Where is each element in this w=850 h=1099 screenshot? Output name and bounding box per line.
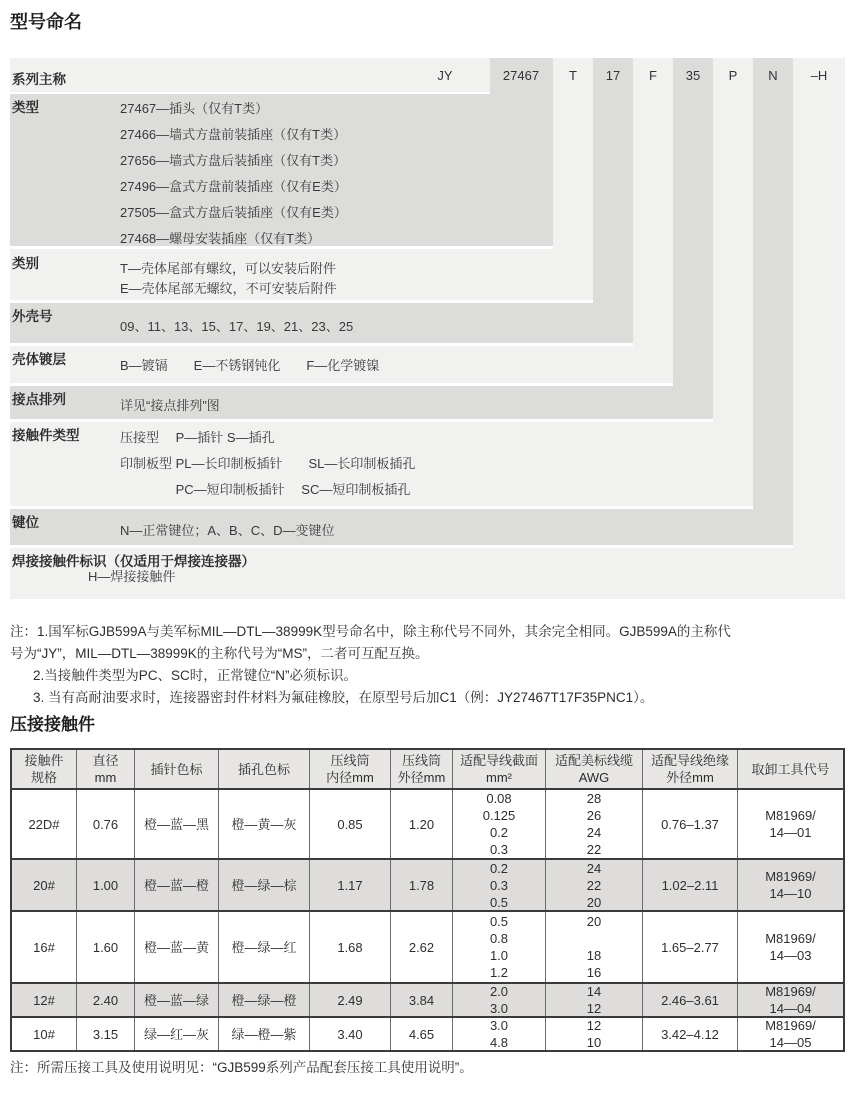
cell-line: 0.2 (489, 825, 509, 840)
cell-line: 3.84 (408, 992, 435, 1008)
cell-line: 1.00 (92, 877, 119, 893)
table-cell (135, 790, 219, 858)
cell-line: 0.125 (482, 808, 516, 823)
section-line: N—正常键位；A、B、C、D—变键位 (120, 523, 335, 538)
section-line: PC—短印制板插针 SC—短印制板插孔 (120, 482, 411, 497)
cell-line: 橙—蓝—绿 (143, 992, 209, 1008)
cell-line: M81969/ (765, 984, 816, 999)
cell-line: 14—01 (769, 825, 812, 840)
table-cell (391, 912, 453, 982)
cell-line: 3.42–4.12 (661, 1026, 719, 1042)
cell-line: 24 (586, 825, 602, 840)
table-cell (546, 860, 643, 910)
table-header-row (12, 750, 843, 788)
model-code-segment: JY (437, 68, 453, 83)
cell-line: 橙—绿—橙 (231, 992, 297, 1008)
section-label: 壳体镀层 (12, 352, 66, 367)
table-cell (453, 790, 546, 858)
table-cell (738, 984, 843, 1016)
cell-line: 3.0 (489, 1018, 509, 1033)
table-header-cell (219, 750, 310, 788)
table-cell (453, 912, 546, 982)
table-footnote: 注：所需压接工具及使用说明见：“GJB599系列产品配套压接工具使用说明”。 (10, 1060, 473, 1075)
crimp-contacts-title: 压接接触件 (10, 715, 95, 734)
crimp-contacts-table (10, 748, 845, 1052)
section-block (10, 386, 713, 419)
cell-line: 3.15 (92, 1026, 119, 1042)
cell-line: 10 (586, 1035, 602, 1050)
note-line: 3. 当有高耐油要求时，连接器密封件材料为氟硅橡胶，在原型号后加C1（例：JY27467T17F35PNC1）。 (33, 690, 654, 705)
cell-line: 橙—绿—红 (231, 939, 297, 955)
cell-line: 外径mm (666, 770, 714, 785)
cell-line: 橙—蓝—黄 (143, 939, 209, 955)
section-line: H—焊接接触件 (88, 569, 176, 584)
cell-line: 0.76 (92, 816, 119, 832)
table-cell (12, 790, 77, 858)
cell-line: 12 (586, 1018, 602, 1033)
cell-line: 3.40 (337, 1026, 363, 1042)
cell-line: 适配美标线缆 (554, 753, 633, 768)
cell-line: 4.8 (489, 1035, 509, 1050)
cell-line: 压线筒 (401, 753, 441, 768)
cell-line: M81969/ (765, 808, 816, 823)
section-label: 外壳号 (12, 309, 53, 324)
note-line: 注：1.国军标GJB599A与美军标MIL—DTL—38999K型号命名中，除主称代号不同外，其余完全相同。GJB599A的主称代 (10, 624, 731, 639)
cell-line: 26 (586, 808, 602, 823)
cell-line: 0.85 (337, 816, 363, 832)
table-cell (219, 912, 310, 982)
table-cell (77, 790, 135, 858)
section-label: 焊接接触件标识（仅适用于焊接连接器） (12, 554, 255, 569)
table-cell (310, 912, 391, 982)
cell-line: 0.3 (489, 842, 509, 857)
cell-line: 3.0 (489, 1001, 509, 1016)
cell-line: 绿—橙—紫 (231, 1026, 297, 1042)
table-cell (643, 790, 738, 858)
note-line: 2.当接触件类型为PC、SC时，正常键位“N”必须标识。 (33, 668, 358, 683)
cell-line: 2.46–3.61 (661, 992, 719, 1008)
table-cell (453, 984, 546, 1016)
cell-line: 适配导线绝缘 (650, 753, 729, 768)
table-cell (219, 984, 310, 1016)
table-cell (391, 790, 453, 858)
section-label: 接触件类型 (12, 428, 80, 443)
code-strip (753, 58, 793, 545)
table-cell (643, 860, 738, 910)
table-cell (546, 912, 643, 982)
table-cell (77, 912, 135, 982)
cell-line: 12# (33, 992, 55, 1008)
cell-line: M81969/ (765, 931, 816, 946)
cell-line: 14—04 (769, 1001, 812, 1016)
table-row (12, 910, 843, 982)
cell-line: AWG (578, 770, 610, 785)
cell-line: mm² (486, 770, 512, 785)
cell-line: 橙—蓝—橙 (143, 877, 209, 893)
cell-line: 16 (586, 965, 602, 980)
cell-line: 0.76–1.37 (661, 816, 719, 832)
table-header-cell (391, 750, 453, 788)
section-line: 27505—盒式方盘后装插座（仅有E类） (120, 205, 347, 220)
model-code-segment: –H (810, 68, 828, 83)
code-strip (633, 58, 673, 383)
cell-line: 接触件 (24, 753, 64, 768)
cell-line: 20# (33, 877, 55, 893)
cell-line: 14 (586, 984, 602, 999)
code-strip (593, 58, 633, 343)
section-line: 印制板型 PL—长印制板插针 SL—长印制板插孔 (120, 456, 416, 471)
cell-line: 1.65–2.77 (661, 939, 719, 955)
table-cell (546, 984, 643, 1016)
cell-line: 绿—红—灰 (143, 1026, 209, 1042)
cell-line: 22 (586, 842, 602, 857)
cell-line: 1.02–2.11 (661, 877, 719, 893)
table-cell (310, 984, 391, 1016)
table-cell (738, 1018, 843, 1050)
cell-line: 10# (33, 1026, 55, 1042)
table-cell (135, 912, 219, 982)
table-row (12, 858, 843, 910)
section-label: 键位 (12, 515, 39, 530)
table-cell (643, 912, 738, 982)
cell-line: 规格 (30, 770, 57, 785)
table-row (12, 788, 843, 858)
model-code-segment: 35 (685, 68, 701, 83)
section-block (10, 94, 553, 246)
cell-line: 20 (586, 894, 602, 910)
section-line: T—壳体尾部有螺纹，可以安装后附件 (120, 261, 336, 276)
table-row (12, 982, 843, 1016)
table-header-cell (135, 750, 219, 788)
model-code-segment: P (728, 68, 738, 83)
section-label: 类型 (12, 100, 39, 115)
section-line: B—镀镉 E—不锈钢钝化 F—化学镀镍 (120, 358, 380, 373)
table-cell (453, 860, 546, 910)
cell-line: 橙—蓝—黑 (143, 816, 209, 832)
cell-line: M81969/ (765, 869, 816, 884)
section-label: 接点排列 (12, 392, 66, 407)
cell-line: 1.0 (489, 948, 509, 963)
table-cell (12, 984, 77, 1016)
cell-line: 14—05 (769, 1035, 812, 1050)
cell-line: 1.20 (408, 816, 435, 832)
cell-line: 28 (586, 791, 602, 806)
cell-line: 12 (586, 1001, 602, 1016)
table-cell (135, 860, 219, 910)
cell-line: 24 (586, 860, 602, 876)
table-cell (135, 1018, 219, 1050)
section-label: 类别 (12, 256, 39, 271)
series-name-label: 系列主称 (12, 72, 66, 87)
cell-line: 取卸工具代号 (751, 761, 830, 777)
table-cell (310, 790, 391, 858)
cell-line: 1.2 (489, 965, 509, 980)
table-cell (77, 1018, 135, 1050)
section-line: 27466—墙式方盘前装插座（仅有T类） (120, 127, 347, 142)
table-cell (12, 912, 77, 982)
cell-line: 0.2 (489, 860, 509, 876)
cell-line: M81969/ (765, 1018, 816, 1033)
cell-line: 2.40 (92, 992, 119, 1008)
cell-line: 0.5 (489, 894, 509, 910)
cell-line: mm (94, 770, 117, 785)
note-line: 号为“JY”，MIL—DTL—38999K的主称代号为“MS”，二者可互配互换。 (10, 646, 429, 661)
table-cell (546, 790, 643, 858)
cell-line: 1.60 (92, 939, 119, 955)
section-line: 详见“接点排列”图 (120, 398, 220, 413)
table-cell (77, 984, 135, 1016)
table-header-cell (310, 750, 391, 788)
section-line: 压接型 P—插针 S—插孔 (120, 430, 275, 445)
table-cell (219, 860, 310, 910)
model-code-segment: F (649, 68, 657, 83)
cell-line: 外径mm (397, 770, 446, 785)
table-header-cell (12, 750, 77, 788)
cell-line: 18 (586, 948, 602, 963)
cell-line: 橙—黄—灰 (231, 816, 297, 832)
cell-line: 22D# (28, 816, 60, 832)
table-header-cell (77, 750, 135, 788)
table-header-cell (546, 750, 643, 788)
table-cell (77, 860, 135, 910)
cell-line: 0.3 (489, 877, 509, 893)
table-cell (391, 860, 453, 910)
table-cell (391, 1018, 453, 1050)
table-cell (643, 984, 738, 1016)
cell-line: 1.17 (337, 877, 363, 893)
section-line: E—壳体尾部无螺纹，不可安装后附件 (120, 281, 337, 296)
cell-line: 插孔色标 (237, 761, 290, 777)
model-code-segment: N (768, 68, 778, 83)
page-title: 型号命名 (10, 12, 82, 32)
table-cell (219, 1018, 310, 1050)
table-cell (738, 860, 843, 910)
cell-line: 14—10 (769, 886, 812, 901)
table-cell (738, 912, 843, 982)
table-header-cell (453, 750, 546, 788)
model-code-segment: 17 (605, 68, 621, 83)
section-line: 27467—插头（仅有T类） (120, 101, 269, 116)
table-cell (391, 984, 453, 1016)
table-cell (135, 984, 219, 1016)
table-cell (310, 1018, 391, 1050)
section-block (10, 58, 490, 92)
table-cell (453, 1018, 546, 1050)
table-cell (643, 1018, 738, 1050)
code-strip (673, 58, 713, 419)
cell-line: 2.62 (408, 939, 435, 955)
cell-line: 2.0 (489, 984, 509, 999)
section-line: 27656—墙式方盘后装插座（仅有T类） (120, 153, 347, 168)
table-row (12, 1016, 843, 1050)
cell-line: 0.5 (489, 914, 509, 929)
model-code-segment: 27467 (502, 68, 540, 83)
cell-line: 20 (586, 914, 602, 929)
table-cell (12, 860, 77, 910)
cell-line: 适配导线截面 (459, 753, 538, 768)
cell-line: 内径mm (326, 770, 374, 785)
cell-line: 插针色标 (150, 761, 203, 777)
cell-line: 1.78 (408, 877, 435, 893)
section-line: 09、11、13、15、17、19、21、23、25 (120, 319, 354, 334)
cell-line: 22 (586, 877, 602, 893)
cell-line: 2.49 (337, 992, 363, 1008)
cell-line: 0.8 (489, 931, 509, 946)
table-cell (219, 790, 310, 858)
table-header-cell (643, 750, 738, 788)
table-cell (12, 1018, 77, 1050)
cell-line: 0.08 (486, 791, 512, 806)
section-line: 27468—螺母安装插座（仅有T类） (120, 231, 321, 246)
cell-line: 压线筒 (330, 753, 370, 768)
cell-line: 16# (33, 939, 55, 955)
table-cell (738, 790, 843, 858)
table-cell (546, 1018, 643, 1050)
cell-line: 橙—绿—棕 (231, 877, 297, 893)
cell-line: 1.68 (337, 939, 363, 955)
table-header-cell (738, 750, 843, 788)
model-code-segment: T (569, 68, 577, 83)
cell-line: 14—03 (769, 948, 812, 963)
table-cell (310, 860, 391, 910)
cell-line: 直径 (92, 753, 119, 768)
cell-line: 4.65 (408, 1026, 435, 1042)
section-line: 27496—盒式方盘前装插座（仅有E类） (120, 179, 347, 194)
code-strip (793, 58, 845, 599)
